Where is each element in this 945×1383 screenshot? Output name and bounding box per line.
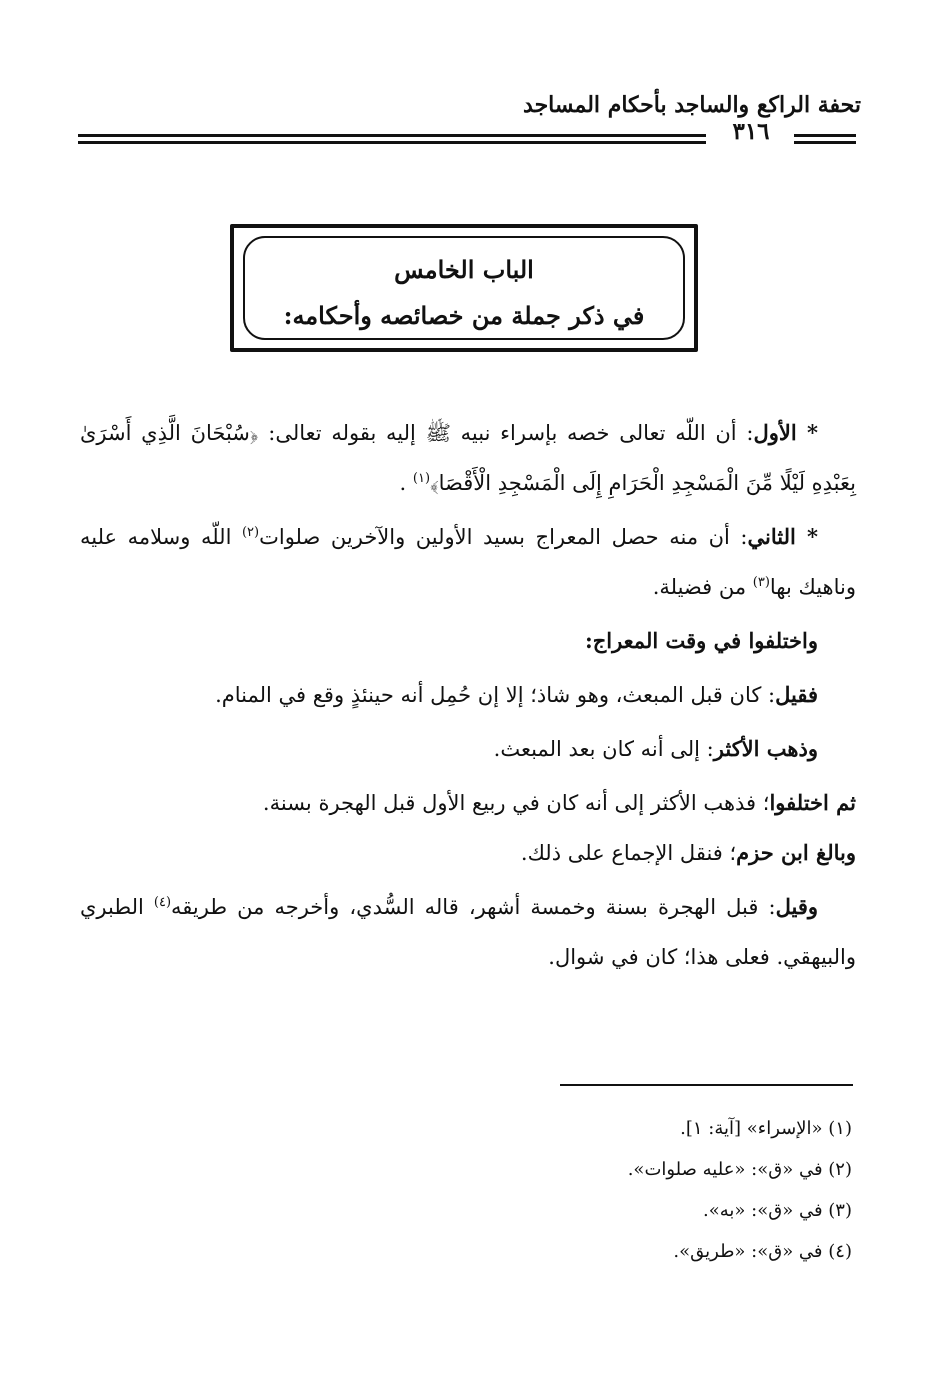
page-number: ٣١٦ — [732, 118, 770, 145]
paragraph-first-feature — [80, 408, 856, 508]
header-rule — [78, 134, 706, 137]
paragraph-lead: فقيل — [775, 682, 818, 707]
paragraph-lead: ثم اختلفوا — [769, 790, 856, 815]
footnote-ref: (٤) — [153, 895, 172, 910]
paragraph-lead: وذهب الأكثر — [713, 736, 818, 761]
paragraph-text: : كان قبل المبعث، وهو شاذ؛ إلا إن حُمِل أنه حينئذٍ وقع في المنام. — [215, 683, 776, 707]
main-text — [80, 408, 856, 982]
chapter-title-frame — [243, 236, 685, 340]
paragraph-text: من فضيلة. — [652, 575, 753, 599]
paragraph-text: ؛ فنقل الإجماع على ذلك. — [520, 841, 737, 865]
paragraph-disagreement-heading — [80, 616, 856, 666]
header-rule — [794, 134, 856, 137]
footnote: (٤) في «ق»: «طريق». — [673, 1241, 852, 1262]
footnotes — [80, 1108, 852, 1272]
paragraph-text: : أن اللّه تعالى خصه بإسراء نبيه ﷺ إليه بقوله تعالى: ﴿سُبْحَانَ الَّذِي أَسْرَىٰ بِعَبْدِهِ لَيْلًا مِّنَ الْمَسْجِدِ الْحَرَامِ إِلَى الْمَسْجِدِ الْأَقْصَا﴾ — [80, 421, 856, 495]
paragraph-another-opinion — [80, 882, 856, 982]
paragraph-text: : إلى أنه كان بعد المبعث. — [493, 737, 714, 761]
paragraph-lead: وبالغ ابن حزم — [736, 840, 856, 865]
paragraph-lead: واختلفوا في وقت المعراج: — [584, 628, 818, 653]
paragraph-second-feature — [80, 512, 856, 612]
paragraph-lead: وقيل — [775, 894, 818, 919]
paragraph-lead: * الثاني — [747, 524, 819, 549]
paragraph-lead: * الأول — [753, 420, 818, 445]
footnote-ref: (١) — [412, 471, 431, 486]
header-rule — [794, 141, 856, 144]
footnote-ref: (٣) — [752, 575, 770, 590]
paragraph-end: . — [399, 471, 407, 495]
paragraph-ibn-hazm — [80, 828, 856, 878]
paragraph-text: : قبل الهجرة بسنة وخمسة أشهر، قاله السُّدي، وأخرجه من طريقه — [171, 895, 776, 919]
paragraph-text: : أن منه حصل المعراج بسيد الأولين والآخرين صلوات — [259, 525, 748, 549]
footnote: (٣) في «ق»: «به». — [703, 1200, 852, 1221]
footnote-separator — [560, 1084, 853, 1086]
paragraph-majority-opinion — [80, 724, 856, 774]
paragraph-text: اللّه وسلامه عليه وناهيك بها — [80, 525, 856, 599]
chapter-title-box — [230, 224, 698, 352]
chapter-subtitle: في ذكر جملة من خصائصه وأحكامه: — [283, 301, 645, 330]
footnote-ref: (٢) — [241, 525, 260, 540]
paragraph-then-disagreed — [80, 778, 856, 828]
footnote: (١) «الإسراء» [آية: ١]. — [680, 1118, 852, 1139]
header-rule — [78, 141, 706, 144]
footnote: (٢) في «ق»: «عليه صلوات». — [627, 1159, 852, 1180]
paragraph-text: ؛ فذهب الأكثر إلى أنه كان في ربيع الأول قبل الهجرة بسنة. — [262, 791, 770, 815]
paragraph-first-opinion — [80, 670, 856, 720]
chapter-title: الباب الخامس — [394, 255, 534, 284]
running-header-title: تحفة الراكع والساجد بأحكام المساجد — [523, 92, 861, 118]
paragraph-text: الطبري والبيهقي. فعلى هذا؛ كان في شوال. — [80, 895, 856, 969]
